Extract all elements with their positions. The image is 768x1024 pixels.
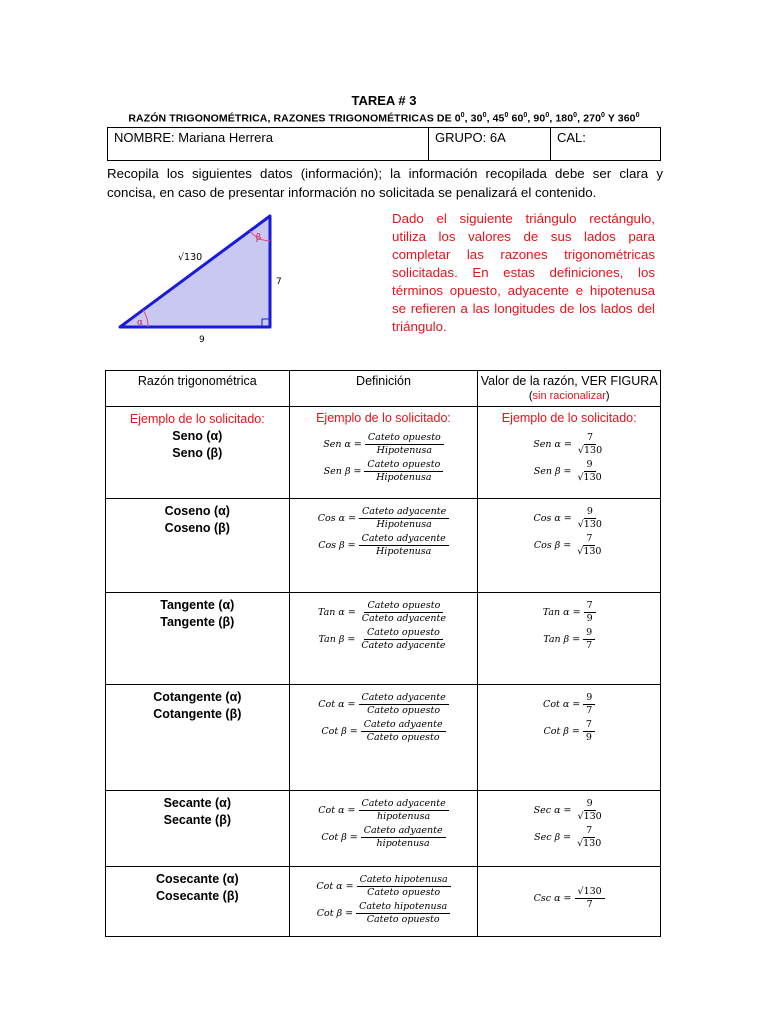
definition-formulas [290, 791, 478, 851]
formula-lhs: Tan α = [317, 607, 356, 618]
right-triangle-figure [110, 200, 290, 345]
radicand: 130 [583, 811, 602, 822]
fraction-numerator: 9 [584, 459, 596, 472]
fraction-numerator: 9 [583, 627, 595, 640]
formula [324, 459, 444, 484]
fraction-numerator: Cateto hipotenusa [357, 874, 451, 887]
radical-sign: √ [577, 472, 584, 483]
subtitle-part: , 90 [527, 112, 546, 125]
label-hypotenuse: √130 [178, 252, 203, 263]
formula [318, 798, 448, 823]
value-cell [478, 499, 661, 593]
radical-sign: √ [577, 445, 584, 456]
degree-sup: 0 [523, 112, 528, 119]
value-cell [478, 867, 661, 937]
fraction-denominator: Cateto opuesto [367, 887, 441, 898]
fraction-denominator [575, 445, 605, 457]
fraction [574, 533, 604, 558]
formula-lhs: Sec β = [534, 832, 572, 843]
ratio-name: Coseno (β) [164, 521, 230, 535]
radical-sign: √ [577, 546, 584, 557]
degree-sup: 0 [460, 112, 465, 119]
ratio-name: Cosecante (β) [155, 889, 239, 903]
fraction-numerator: Cateto adyaente [361, 719, 446, 732]
ratio-name: Seno (α) [172, 429, 223, 443]
label-alpha: α [137, 318, 144, 328]
formula-lhs: Tan β = [543, 634, 581, 645]
ratio-name: Secante (β) [163, 813, 231, 827]
grade-field: CAL: [557, 130, 586, 145]
fraction-numerator: Cateto hipotenusa [356, 901, 450, 914]
trig-ratios-table [105, 370, 661, 937]
fraction-numerator: 9 [584, 506, 596, 519]
radicand: 130 [583, 546, 602, 557]
formula [317, 901, 450, 926]
subtitle-part: , 180 [549, 112, 574, 125]
header-value [478, 371, 661, 407]
formula [318, 692, 448, 717]
definition-cell [289, 499, 478, 593]
fraction [357, 874, 451, 899]
example-label: Ejemplo de lo solicitado: [501, 411, 637, 425]
fraction-numerator: Cateto adyacente [359, 533, 449, 546]
fraction-denominator [574, 546, 604, 558]
fraction-denominator: Hipotenusa [376, 445, 432, 456]
degree-sup: 0 [635, 112, 640, 119]
radical-sign: √ [577, 886, 584, 897]
fraction-denominator: hipotenusa [377, 811, 431, 822]
fraction [574, 825, 604, 850]
radicand: 130 [583, 838, 602, 849]
ratio-name: Tangente (α) [160, 598, 235, 612]
fraction-numerator: 7 [583, 719, 595, 732]
definition-cell [289, 867, 478, 937]
formula [321, 825, 445, 850]
table-row [106, 407, 661, 499]
fraction-denominator: 7 [586, 705, 593, 716]
degree-sup: 0 [545, 112, 550, 119]
fraction-numerator: 7 [583, 825, 595, 838]
fraction [361, 825, 446, 850]
formula [321, 719, 445, 744]
formula [543, 692, 595, 717]
formula-lhs: Csc α = [533, 893, 572, 904]
no-rationalize-note: sin racionalizar [532, 390, 606, 402]
header-definition: Definición [289, 371, 478, 407]
formula [534, 825, 604, 850]
fraction-denominator: Cateto opuesto [367, 705, 441, 716]
paren-close: ) [605, 390, 610, 402]
fraction-denominator: Hipotenusa [376, 472, 432, 483]
fraction [359, 798, 449, 823]
header-ratio: Razón trigonométrica [106, 371, 290, 407]
fraction-numerator: Cateto opuesto [364, 600, 443, 613]
label-beta: β [256, 233, 262, 243]
formula [533, 432, 605, 457]
formula [534, 798, 605, 823]
definition-formulas [290, 593, 478, 653]
table-row [106, 685, 661, 791]
value-formulas [478, 867, 660, 912]
fraction [583, 719, 595, 744]
formula-lhs: Cos α = [533, 513, 572, 524]
label-base: 9 [199, 335, 205, 345]
formula-lhs: Sen α = [323, 439, 362, 450]
formula [543, 627, 595, 652]
fraction-numerator [575, 886, 605, 899]
formula [318, 533, 449, 558]
student-info-table [107, 127, 661, 161]
degree-sup: 0 [573, 112, 578, 119]
fraction-denominator: Hipotenusa [376, 546, 432, 557]
radical-sign: √ [577, 519, 584, 530]
fraction-denominator [574, 838, 604, 850]
degree-sup: 0 [504, 112, 509, 119]
radical-sign: √ [577, 811, 584, 822]
formula-lhs: Cot α = [543, 699, 581, 710]
formula [323, 432, 444, 457]
subtitle-part: , 30 [464, 112, 483, 125]
table-row [106, 867, 661, 937]
fraction [358, 627, 448, 652]
fraction [583, 627, 595, 652]
fraction [359, 506, 449, 531]
fraction-denominator [575, 519, 605, 531]
value-formulas [478, 499, 660, 559]
ratio-name: Coseno (α) [164, 504, 230, 518]
fraction [359, 692, 449, 717]
formula-lhs: Cos α = [317, 513, 357, 524]
fraction-numerator: Cateto opuesto [364, 459, 443, 472]
fraction [361, 719, 446, 744]
ratio-name: Cosecante (α) [155, 872, 239, 886]
instructions-text: Dado el siguiente triángulo rectángulo, utiliza los valores de sus lados para completar las razones trigonométricas solicitadas. En estas definiciones, los términos opuesto, adyacente e hipotenusa se refieren a las longitudes de los lados del triángulo. [392, 211, 655, 334]
fraction-numerator: Cateto opuesto [364, 627, 443, 640]
formula-lhs: Cos β = [318, 540, 356, 551]
definition-formulas [290, 685, 478, 745]
table-row [106, 791, 661, 867]
ratio-name: Secante (α) [163, 796, 232, 810]
value-formulas [478, 425, 660, 485]
fraction-denominator: 7 [586, 640, 593, 651]
fraction-denominator [575, 811, 605, 823]
fraction-numerator: 7 [584, 432, 596, 445]
fraction-denominator: 9 [585, 732, 592, 743]
fraction-denominator: Hipotenusa [376, 519, 432, 530]
fraction [364, 459, 443, 484]
table-row [106, 593, 661, 685]
fraction [356, 901, 450, 926]
radicand: 130 [583, 445, 603, 456]
fraction-numerator: Cateto adyacente [359, 798, 449, 811]
fraction [584, 600, 596, 625]
formula-lhs: Cot β = [316, 908, 354, 919]
definition-cell [289, 407, 478, 499]
value-cell [478, 685, 661, 791]
ratio-name-cell [106, 407, 290, 499]
fraction-denominator: Cateto adyacente [361, 640, 446, 651]
subtitle-part: 60 [508, 112, 524, 125]
fraction-denominator: Cateto opuesto [366, 732, 440, 743]
fraction [575, 798, 605, 823]
definition-formulas [290, 499, 478, 559]
definition-cell [289, 593, 478, 685]
intro-paragraph: Recopila los siguientes datos (información); la información recopilada debe ser clara y concisa, en caso de presentar información no solicitada se penalizará el contenido. [107, 166, 663, 200]
formula [534, 459, 605, 484]
fraction-numerator: Cateto adyacente [359, 506, 449, 519]
formula-lhs: Cot α = [318, 805, 356, 816]
fraction [575, 886, 605, 911]
fraction [575, 432, 605, 457]
formula-lhs: Tan α = [542, 607, 581, 618]
formula [318, 600, 449, 625]
header-value-title: Valor de la razón, VER FIGURA [480, 374, 658, 388]
ratio-name-cell [106, 791, 290, 867]
student-name: NOMBRE: Mariana Herrera [108, 128, 429, 160]
formula-lhs: Cot β = [543, 726, 580, 737]
value-cell [478, 593, 661, 685]
fraction [359, 533, 449, 558]
ratio-name: Cotangente (β) [153, 707, 242, 721]
value-formulas [478, 685, 660, 745]
page-title: TAREA # 3 [351, 93, 417, 108]
formula [318, 506, 450, 531]
student-group: GRUPO: 6A [429, 128, 551, 160]
fraction-numerator: Cateto opuesto [365, 432, 444, 445]
fraction [359, 600, 449, 625]
formula-lhs: Cot β = [321, 832, 358, 843]
fraction-denominator: Cateto opuesto [366, 914, 440, 925]
degree-sup: 0 [482, 112, 487, 119]
formula-lhs: Sen β = [323, 466, 362, 477]
subtitle-prefix: RAZÓN TRIGONOMÉTRICA, RAZONES TRIGONOMÉTRICAS DE 0 [128, 112, 461, 125]
ratio-name: Cotangente (α) [153, 690, 242, 704]
radicand: 130 [583, 519, 602, 530]
formula-lhs: Tan β = [318, 634, 356, 645]
paren-open: ( [528, 390, 533, 402]
table-header-row [106, 371, 661, 407]
formula-lhs: Sen α = [533, 439, 572, 450]
fraction [574, 459, 604, 484]
fraction-numerator: 9 [583, 692, 595, 705]
degree-sup: 0 [601, 112, 606, 119]
definition-formulas [290, 425, 478, 485]
formula-lhs: Cos β = [533, 540, 572, 551]
ratio-name: Seno (β) [172, 446, 223, 460]
value-formulas [478, 791, 660, 851]
fraction-denominator: 9 [586, 613, 593, 624]
value-cell [478, 407, 661, 499]
fraction [575, 506, 605, 531]
formula [534, 886, 605, 911]
fraction-denominator: hipotenusa [376, 838, 430, 849]
formula-lhs: Sec α = [533, 805, 572, 816]
formula-lhs: Cot α = [318, 699, 356, 710]
definition-cell [289, 791, 478, 867]
fraction [365, 432, 444, 457]
ratio-name-cell [106, 499, 290, 593]
formula [318, 627, 448, 652]
example-label: Ejemplo de lo solicitado: [316, 411, 451, 425]
radicand: 130 [583, 472, 602, 483]
definition-formulas [290, 867, 478, 927]
definition-cell [289, 685, 478, 791]
fraction-denominator: Cateto adyacente [361, 613, 446, 624]
table-row [106, 499, 661, 593]
radical-sign: √ [577, 838, 584, 849]
formula-lhs: Cot β = [321, 726, 358, 737]
formula [544, 719, 595, 744]
fraction-numerator: 7 [583, 533, 595, 546]
formula [543, 600, 596, 625]
subtitle-part: Y 360 [605, 112, 636, 125]
label-opposite: 7 [276, 277, 282, 287]
subtitle-part: , 45 [486, 112, 505, 125]
value-cell [478, 791, 661, 867]
page-subtitle [0, 112, 768, 125]
fraction-numerator: 7 [584, 600, 596, 613]
ratio-name-cell [106, 867, 290, 937]
ratio-name-cell [106, 593, 290, 685]
radicand: 130 [583, 886, 602, 897]
fraction-numerator: Cateto adyaente [361, 825, 446, 838]
ratio-name: Tangente (β) [160, 615, 235, 629]
header-value-note [529, 390, 610, 402]
formula [534, 533, 605, 558]
fraction [583, 692, 595, 717]
fraction-denominator [574, 472, 604, 484]
formula-lhs: Sen β = [533, 466, 572, 477]
formula-lhs: Cot α = [316, 881, 354, 892]
triangle-shape [120, 216, 270, 327]
formula [533, 506, 604, 531]
formula [316, 874, 450, 899]
subtitle-part: , 270 [577, 112, 602, 125]
fraction-denominator: 7 [586, 899, 593, 910]
fraction-numerator: 9 [584, 798, 596, 811]
ratio-name-cell [106, 685, 290, 791]
fraction-numerator: Cateto adyacente [359, 692, 449, 705]
value-formulas [478, 593, 660, 653]
example-label: Ejemplo de lo solicitado: [129, 412, 265, 426]
